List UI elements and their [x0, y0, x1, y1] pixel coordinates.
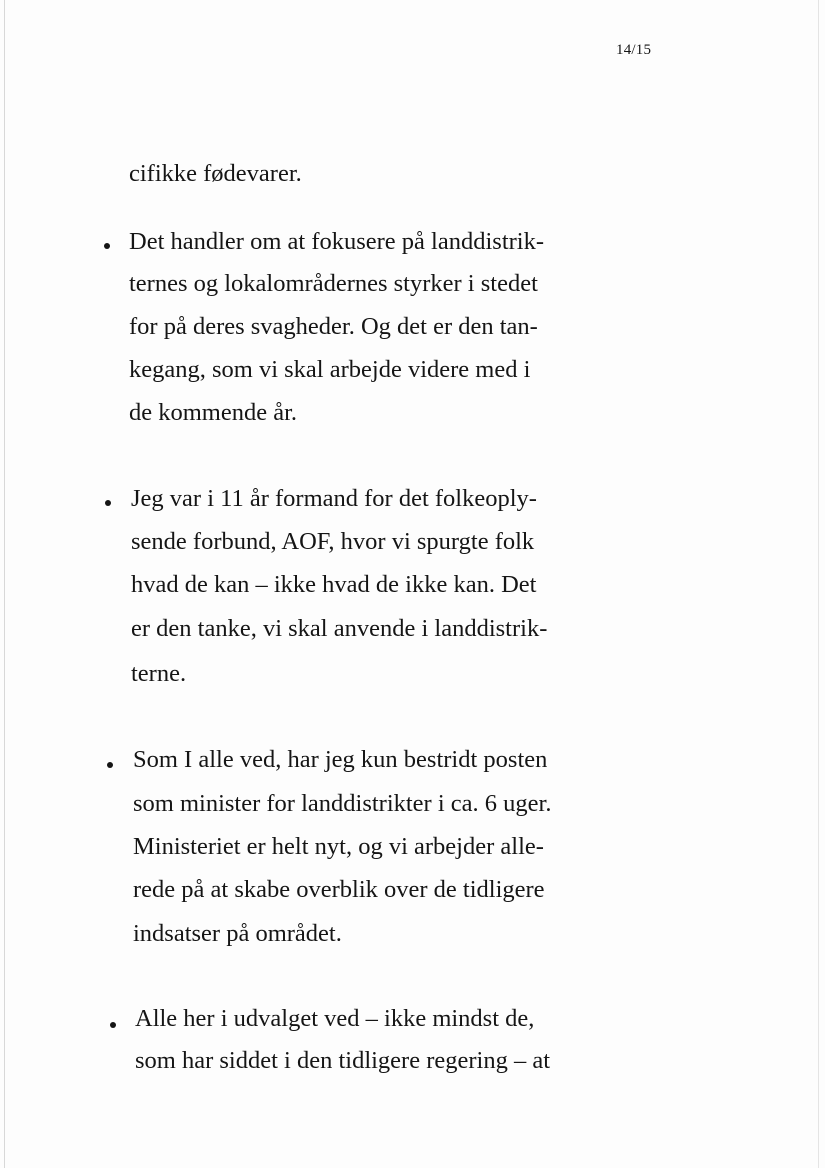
page-number: 14/15: [616, 42, 652, 58]
bullet-line: Alle her i udvalget ved – ikke mindst de,: [135, 1005, 535, 1032]
bullet-icon: [105, 500, 111, 506]
bullet-line: hvad de kan – ikke hvad de ikke kan. Det: [131, 571, 537, 598]
bullet-line: rede på at skabe overblik over de tidligere: [133, 876, 545, 903]
bullet-line: kegang, som vi skal arbejde videre med i: [129, 356, 531, 383]
bullet-line: Ministeriet er helt nyt, og vi arbejder alle-: [133, 833, 544, 860]
bullet-line: Det handler om at fokusere på landdistrik-: [129, 228, 545, 255]
bullet-icon: [110, 1022, 116, 1028]
bullet-line: er den tanke, vi skal anvende i landdistrik-: [131, 615, 548, 642]
bullet-line: sende forbund, AOF, hvor vi spurgte folk: [131, 528, 535, 555]
bullet-icon: [107, 762, 113, 768]
bullet-line: indsatser på området.: [133, 920, 342, 947]
bullet-line: for på deres svagheder. Og det er den tan-: [129, 313, 538, 340]
scan-edge-right: [818, 0, 819, 1168]
bullet-line: de kommende år.: [129, 399, 298, 426]
bullet-line: Jeg var i 11 år formand for det folkeoply-: [131, 485, 537, 512]
scan-edge-left: [4, 0, 5, 1168]
bullet-line: Som I alle ved, har jeg kun bestridt posten: [133, 746, 548, 773]
bullet-line: som har siddet i den tidligere regering – at: [135, 1047, 551, 1074]
bullet-line: som minister for landdistrikter i ca. 6 uger.: [133, 790, 552, 817]
bullet-icon: [104, 243, 110, 249]
bullet-line: ternes og lokalområdernes styrker i stedet: [129, 270, 538, 297]
bullet-line: terne.: [131, 660, 187, 687]
continuation-line: cifikke fødevarer.: [129, 160, 302, 187]
